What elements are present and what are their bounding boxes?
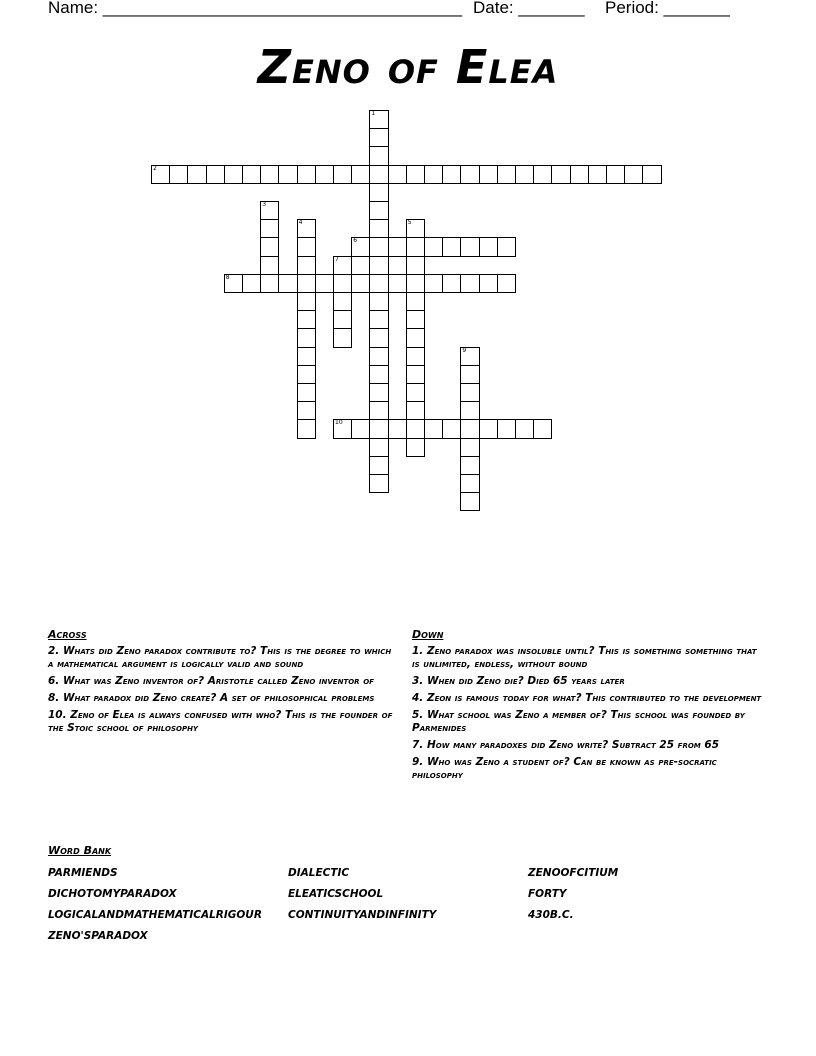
crossword-cell[interactable]: [460, 474, 479, 493]
word-bank-item: 430B.C.: [528, 909, 574, 921]
crossword-cell[interactable]: [460, 347, 479, 366]
crossword-cell[interactable]: [442, 165, 461, 184]
crossword-cell[interactable]: [369, 401, 388, 420]
word-bank-item: LOGICALANDMATHEMATICALRIGOUR: [48, 909, 262, 921]
crossword-cell[interactable]: [369, 383, 388, 402]
crossword-cell[interactable]: [369, 456, 388, 475]
crossword-cell[interactable]: [297, 310, 316, 329]
down-clues: [412, 628, 762, 786]
crossword-cell[interactable]: [369, 256, 388, 275]
clue-down-5: 5. What school was Zeno a member of? This school was founded by Parmenides: [412, 709, 745, 734]
word-bank-item: ELEATICSCHOOL: [288, 888, 384, 900]
crossword-cell[interactable]: [169, 165, 188, 184]
crossword-cell[interactable]: [297, 328, 316, 347]
crossword-cell[interactable]: [406, 401, 425, 420]
crossword-cell[interactable]: [406, 310, 425, 329]
crossword-cell[interactable]: [388, 274, 407, 293]
crossword-cell[interactable]: [297, 419, 316, 438]
clue-down-7: 7. How many paradoxes did Zeno write? Subtract 25 from 65: [412, 739, 720, 751]
crossword-cell[interactable]: [369, 310, 388, 329]
crossword-cell[interactable]: [333, 256, 352, 275]
clue-across-6: 6. What was Zeno inventor of? Aristotle called Zeno inventor of: [48, 675, 374, 687]
crossword-cell[interactable]: [333, 310, 352, 329]
crossword-cell[interactable]: [533, 165, 552, 184]
clue-number: 1: [371, 110, 376, 117]
crossword-cell[interactable]: [333, 328, 352, 347]
crossword-cell[interactable]: [297, 347, 316, 366]
crossword-cell[interactable]: [260, 219, 279, 238]
clue-number: 6: [353, 237, 358, 245]
crossword-cell[interactable]: [460, 365, 479, 384]
name-field[interactable]: Name: ______________________________________: [48, 0, 463, 17]
crossword-cell[interactable]: [460, 492, 479, 511]
crossword-cell[interactable]: [278, 274, 297, 293]
clue-down-3: 3. When did Zeno die? Died 65 years later: [412, 675, 625, 687]
down-heading: Down: [412, 628, 444, 641]
crossword-cell[interactable]: [297, 383, 316, 402]
crossword-cell[interactable]: [460, 383, 479, 402]
crossword-cell[interactable]: [388, 237, 407, 256]
clue-number: 10: [335, 419, 343, 427]
crossword-cell[interactable]: [406, 292, 425, 311]
crossword-cell[interactable]: [206, 165, 225, 184]
crossword-cell[interactable]: [406, 274, 425, 293]
crossword-cell[interactable]: [406, 165, 425, 184]
crossword-cell[interactable]: [406, 347, 425, 366]
crossword-cell[interactable]: [315, 165, 334, 184]
crossword-cell[interactable]: [369, 110, 388, 129]
crossword-cell[interactable]: [224, 165, 243, 184]
crossword-cell[interactable]: [369, 365, 388, 384]
crossword-cell[interactable]: [588, 165, 607, 184]
crossword-cell[interactable]: [442, 419, 461, 438]
crossword-cell[interactable]: [406, 256, 425, 275]
crossword-cell[interactable]: [297, 237, 316, 256]
crossword-cell[interactable]: [406, 383, 425, 402]
crossword-cell[interactable]: [442, 237, 461, 256]
crossword-cell[interactable]: [369, 474, 388, 493]
crossword-cell[interactable]: [369, 219, 388, 238]
crossword-cell[interactable]: [369, 292, 388, 311]
clue-number: 9: [462, 346, 467, 354]
word-bank-heading: Word Bank: [48, 844, 112, 857]
crossword-cell[interactable]: [260, 256, 279, 275]
crossword-cell[interactable]: [424, 237, 443, 256]
crossword-cell[interactable]: [242, 165, 261, 184]
crossword-cell[interactable]: [460, 438, 479, 457]
clue-number: 4: [298, 219, 303, 227]
crossword-cell[interactable]: [442, 274, 461, 293]
crossword-cell[interactable]: [369, 328, 388, 347]
crossword-cell[interactable]: [297, 401, 316, 420]
crossword-cell[interactable]: [260, 165, 279, 184]
crossword-cell[interactable]: [460, 165, 479, 184]
crossword-cell[interactable]: [260, 201, 279, 220]
crossword-cell[interactable]: [224, 274, 243, 293]
crossword-cell[interactable]: [497, 165, 516, 184]
crossword-cell[interactable]: [333, 274, 352, 293]
word-bank-item: DICHOTOMYPARADOX: [48, 888, 177, 900]
period-field[interactable]: Period: _______: [605, 0, 730, 17]
clue-number: 8: [225, 273, 230, 281]
crossword-cell[interactable]: [460, 237, 479, 256]
crossword-cell[interactable]: [424, 165, 443, 184]
crossword-cell[interactable]: [260, 237, 279, 256]
crossword-cell[interactable]: [460, 456, 479, 475]
clue-number: 7: [335, 255, 339, 263]
across-heading: Across: [48, 628, 87, 641]
crossword-cell[interactable]: [406, 219, 425, 238]
crossword-cell[interactable]: [369, 419, 388, 438]
crossword-cell[interactable]: [369, 146, 388, 165]
word-bank: [48, 844, 768, 942]
clue-number: 2: [153, 164, 157, 172]
crossword-cell[interactable]: [369, 274, 388, 293]
crossword-cell[interactable]: [333, 165, 352, 184]
crossword-cell[interactable]: [570, 165, 589, 184]
clue-across-8: 8. What paradox did Zeno create? A set of philosophical problems: [48, 692, 375, 704]
crossword-cell[interactable]: [533, 419, 552, 438]
crossword-cell[interactable]: [424, 274, 443, 293]
crossword-cell[interactable]: [460, 274, 479, 293]
word-bank-item: ZENOOFCITIUM: [528, 867, 619, 879]
crossword-cell[interactable]: [351, 237, 370, 256]
crossword-cell[interactable]: [297, 292, 316, 311]
crossword-cell[interactable]: [151, 165, 170, 184]
crossword-cell[interactable]: [278, 165, 297, 184]
crossword-cell[interactable]: [351, 419, 370, 438]
crossword-cell[interactable]: [460, 419, 479, 438]
crossword-cell[interactable]: [297, 365, 316, 384]
crossword-cell[interactable]: [497, 274, 516, 293]
crossword-cell[interactable]: [242, 274, 261, 293]
crossword-cell[interactable]: [315, 274, 334, 293]
crossword-cell[interactable]: [515, 165, 534, 184]
crossword-cell[interactable]: [369, 237, 388, 256]
crossword-cell[interactable]: [406, 237, 425, 256]
crossword-cell[interactable]: [624, 165, 643, 184]
crossword-cell[interactable]: [479, 274, 498, 293]
crossword-cell[interactable]: [297, 165, 316, 184]
page-title: Zeno of Elea: [257, 40, 559, 94]
crossword-cell[interactable]: [260, 274, 279, 293]
crossword-cell[interactable]: [369, 347, 388, 366]
crossword-cell[interactable]: [297, 256, 316, 275]
crossword-cell[interactable]: [406, 438, 425, 457]
crossword-cell[interactable]: [606, 165, 625, 184]
crossword-cell[interactable]: [333, 292, 352, 311]
crossword-cell[interactable]: [515, 419, 534, 438]
clue-number: 5: [407, 219, 412, 227]
crossword-cell[interactable]: [369, 165, 388, 184]
clue-across-10: 10. Zeno of Elea is always confused with who? This is the founder of the Stoic school of philosophy: [48, 709, 393, 734]
crossword-cell[interactable]: [351, 274, 370, 293]
crossword-cell[interactable]: [297, 274, 316, 293]
crossword-cell[interactable]: [551, 165, 570, 184]
crossword-cell[interactable]: [497, 419, 516, 438]
word-bank-item: CONTINUITYANDINFINITY: [288, 909, 437, 921]
across-clues: [48, 628, 398, 739]
crossword-cell[interactable]: [388, 419, 407, 438]
crossword-cell[interactable]: [406, 419, 425, 438]
crossword-cell[interactable]: [369, 128, 388, 147]
crossword-cell[interactable]: [424, 419, 443, 438]
crossword-cell[interactable]: [406, 365, 425, 384]
clue-number: 3: [262, 201, 267, 208]
crossword-cell[interactable]: [406, 328, 425, 347]
clue-across-2: 2. Whats did Zeno paradox contribute to? This is the degree to which a mathematical argument is logically valid and sound: [48, 645, 392, 670]
crossword-cell[interactable]: [479, 237, 498, 256]
clue-down-1: 1. Zeno paradox was insoluble until? This is something something that is unlimited, endless, without bound: [412, 645, 757, 670]
crossword-cell[interactable]: [369, 201, 388, 220]
word-bank-item: FORTY: [528, 888, 567, 900]
word-bank-item: DIALECTIC: [288, 867, 350, 879]
crossword-cell[interactable]: [479, 165, 498, 184]
clue-down-9: 9. Who was Zeno a student of? Can be known as pre-socratic philosophy: [412, 756, 717, 781]
crossword-cell[interactable]: [351, 165, 370, 184]
crossword-cell[interactable]: [369, 183, 388, 202]
crossword-cell[interactable]: [388, 165, 407, 184]
clue-down-4: 4. Zeon is famous today for what? This contributed to the development: [412, 692, 762, 704]
crossword-cell[interactable]: [460, 401, 479, 420]
crossword-cell[interactable]: [642, 165, 661, 184]
crossword-cell[interactable]: [187, 165, 206, 184]
crossword-cell[interactable]: [297, 219, 316, 238]
crossword-cell[interactable]: [369, 438, 388, 457]
word-bank-item: ZENO'SPARADOX: [48, 930, 148, 942]
crossword-cell[interactable]: [333, 419, 352, 438]
crossword-cell[interactable]: [479, 419, 498, 438]
date-field[interactable]: Date: _______: [473, 0, 585, 17]
crossword-cell[interactable]: [497, 237, 516, 256]
word-bank-item: PARMIENDS: [48, 867, 118, 879]
